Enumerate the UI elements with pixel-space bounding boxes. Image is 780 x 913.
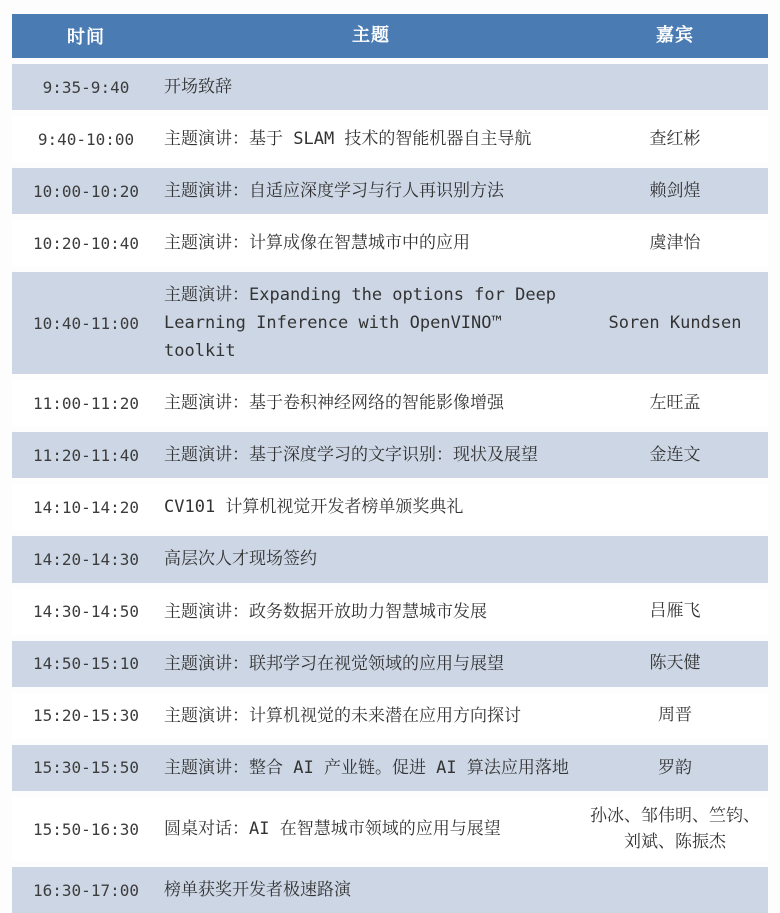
guest-cell: 虞津怡: [649, 232, 701, 253]
guest-cell: 罗韵: [658, 757, 692, 778]
schedule-row: [12, 745, 768, 791]
schedule-row: [12, 116, 768, 162]
topic-cell: 主题演讲：自适应深度学习与行人再识别方法: [164, 181, 504, 202]
topic-cell: 主题演讲：基于卷积神经网络的智能影像增强: [164, 393, 504, 414]
time-cell: 15:20-15:30: [33, 706, 139, 726]
guest-cell: 吕雁飞: [649, 601, 701, 622]
time-cell: 11:00-11:20: [33, 393, 139, 413]
topic-cell: 主题演讲：计算成像在智慧城市中的应用: [164, 233, 470, 254]
schedule-row: [12, 797, 768, 862]
topic-cell: 主题演讲：整合 AI 产业链。促进 AI 算法应用落地: [164, 757, 569, 778]
guest-cell: [582, 884, 768, 896]
guest-cell: 孙冰、邹伟明、竺钧、刘斌、陈振杰: [590, 805, 760, 853]
schedule-row: [12, 641, 768, 687]
schedule-row: [12, 484, 768, 530]
topic-cell: 高层次人才现场签约: [164, 549, 317, 570]
time-cell: 11:20-11:40: [33, 445, 139, 465]
schedule-row: [12, 272, 768, 374]
conference-schedule-table: [12, 14, 768, 913]
topic-cell: 圆桌对话：AI 在智慧城市领域的应用与展望: [164, 819, 501, 840]
time-cell: 15:30-15:50: [33, 758, 139, 778]
guest-cell: 陈天健: [649, 653, 701, 674]
schedule-row: [12, 380, 768, 426]
schedule-row: [12, 536, 768, 582]
schedule-row: [12, 432, 768, 478]
schedule-row: [12, 867, 768, 913]
time-cell: 10:20-10:40: [33, 233, 139, 253]
time-cell: 10:00-10:20: [33, 181, 139, 201]
topic-cell: 主题演讲：基于 SLAM 技术的智能机器自主导航: [164, 129, 532, 150]
guest-cell: 查红彬: [649, 128, 701, 149]
guest-cell: 周晋: [658, 705, 692, 726]
schedule-row: [12, 220, 768, 266]
guest-cell: [582, 501, 768, 513]
time-cell: 10:40-11:00: [33, 313, 139, 333]
schedule-row: [12, 589, 768, 635]
topic-cell: CV101 计算机视觉开发者榜单颁奖典礼: [164, 497, 464, 518]
time-cell: 16:30-17:00: [33, 880, 139, 900]
topic-cell: 主题演讲：基于深度学习的文字识别：现状及展望: [164, 445, 538, 466]
guest-cell: [582, 553, 768, 565]
time-cell: 9:35-9:40: [42, 77, 130, 97]
topic-cell: 主题演讲：计算机视觉的未来潜在应用方向探讨: [164, 705, 521, 726]
topic-cell: 主题演讲：政务数据开放助力智慧城市发展: [164, 601, 487, 622]
time-cell: 15:50-16:30: [33, 819, 139, 839]
time-cell: 14:50-15:10: [33, 654, 139, 674]
column-header-guest: 嘉宾: [656, 25, 694, 47]
guest-cell: 左旺孟: [649, 393, 701, 414]
guest-cell: 赖剑煌: [649, 180, 701, 201]
time-cell: 14:10-14:20: [33, 497, 139, 517]
topic-cell: 主题演讲：联邦学习在视觉领域的应用与展望: [164, 653, 504, 674]
guest-cell: 金连文: [649, 445, 701, 466]
schedule-row: [12, 693, 768, 739]
schedule-row: [12, 168, 768, 214]
schedule-row: [12, 64, 768, 110]
topic-cell: 开场致辞: [164, 77, 232, 97]
time-cell: 9:40-10:00: [37, 129, 135, 149]
guest-cell: Soren Kundsen: [608, 313, 742, 334]
guest-cell: [582, 81, 768, 93]
table-header-row: [12, 14, 768, 58]
time-cell: 14:20-14:30: [33, 549, 139, 569]
table-body: [12, 64, 768, 913]
topic-cell: 主题演讲：Expanding the options for Deep Learning Inference with OpenVINO™ toolkit: [164, 285, 557, 362]
column-header-time: 时间: [67, 27, 105, 48]
column-header-topic: 主题: [352, 25, 390, 46]
time-cell: 14:30-14:50: [33, 602, 139, 622]
topic-cell: 榜单获奖开发者极速路演: [164, 880, 351, 901]
